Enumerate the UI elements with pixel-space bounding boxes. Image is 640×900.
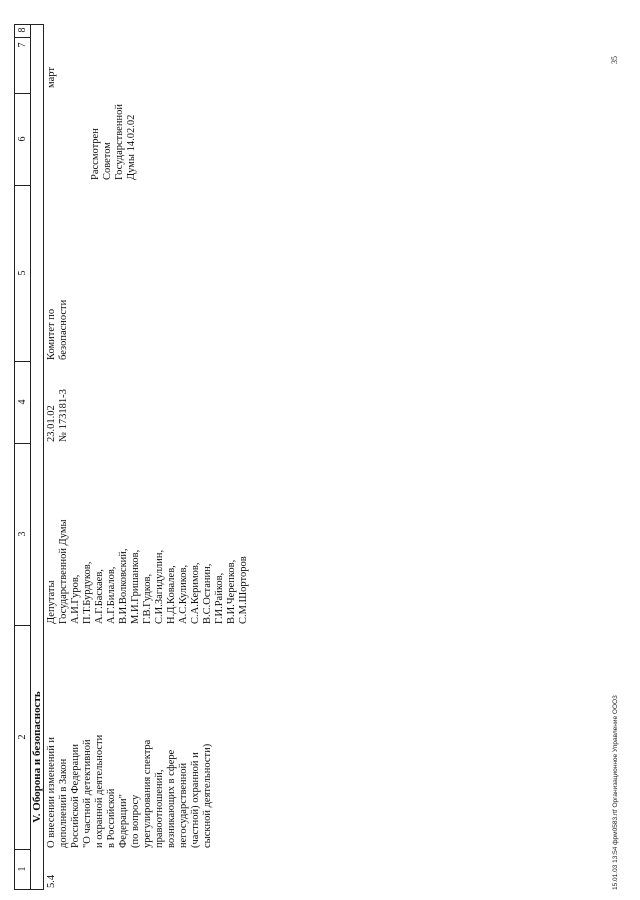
col-header-7: 7 [17, 42, 28, 48]
col-header-1: 1 [17, 866, 28, 872]
col-header-3: 3 [17, 531, 28, 537]
row-registered: 23.01.02 № 173181-3 [46, 389, 69, 442]
footer-meta: 15.01.03 13:54 фрм0583.rtf Организационное Управление ООО3 [612, 695, 619, 890]
col-divider [14, 625, 30, 626]
col-divider [14, 185, 30, 186]
col-header-5: 5 [17, 270, 28, 276]
col-header-6: 6 [17, 136, 28, 142]
col-header-2: 2 [17, 734, 28, 740]
col-divider [14, 93, 30, 94]
page-number: 35 [610, 56, 619, 64]
col-header-4: 4 [17, 399, 28, 405]
row-initiators: Депутаты Государственной Думы А.И.Гуров, П.Т.Бурдуков, А.Г.Баскаев, А.Г.Билалов, В.И.Волковский, М.И.Гришанков, Г.В.Гудков, С.И.Загидуллин, Н.Д.Ковалев, А.С.Куликов, С.А.Керимов, В.С.Останин, Г.И.Райков, В.И.Черепков, С.М.Шорторов [46, 519, 249, 624]
row-number: 5.4 [46, 874, 57, 888]
col-header-8: 8 [17, 27, 28, 33]
row-title: О внесении изменений и дополнений в Закон Российской Федерации "О частной детективной и охранной деятельности в Российской Федерации" (по вопросу урегулирования спектра правоотношений, возникающих в сфере негосударственной (частной) охранной и сыскной деятельности) [46, 734, 213, 848]
row-status: Рассмотрен Советом Государственной Думы 14.02.02 [90, 104, 137, 180]
row-committee: Комитет по безопасности [46, 299, 69, 360]
col-divider [14, 443, 30, 444]
column-header-row [14, 24, 30, 890]
section-title: V. Оборона и безопасность [31, 691, 43, 823]
col-divider [14, 849, 30, 850]
row-term: март [46, 67, 57, 88]
col-divider [14, 361, 30, 362]
section-row [30, 24, 44, 890]
col-divider [14, 37, 30, 38]
